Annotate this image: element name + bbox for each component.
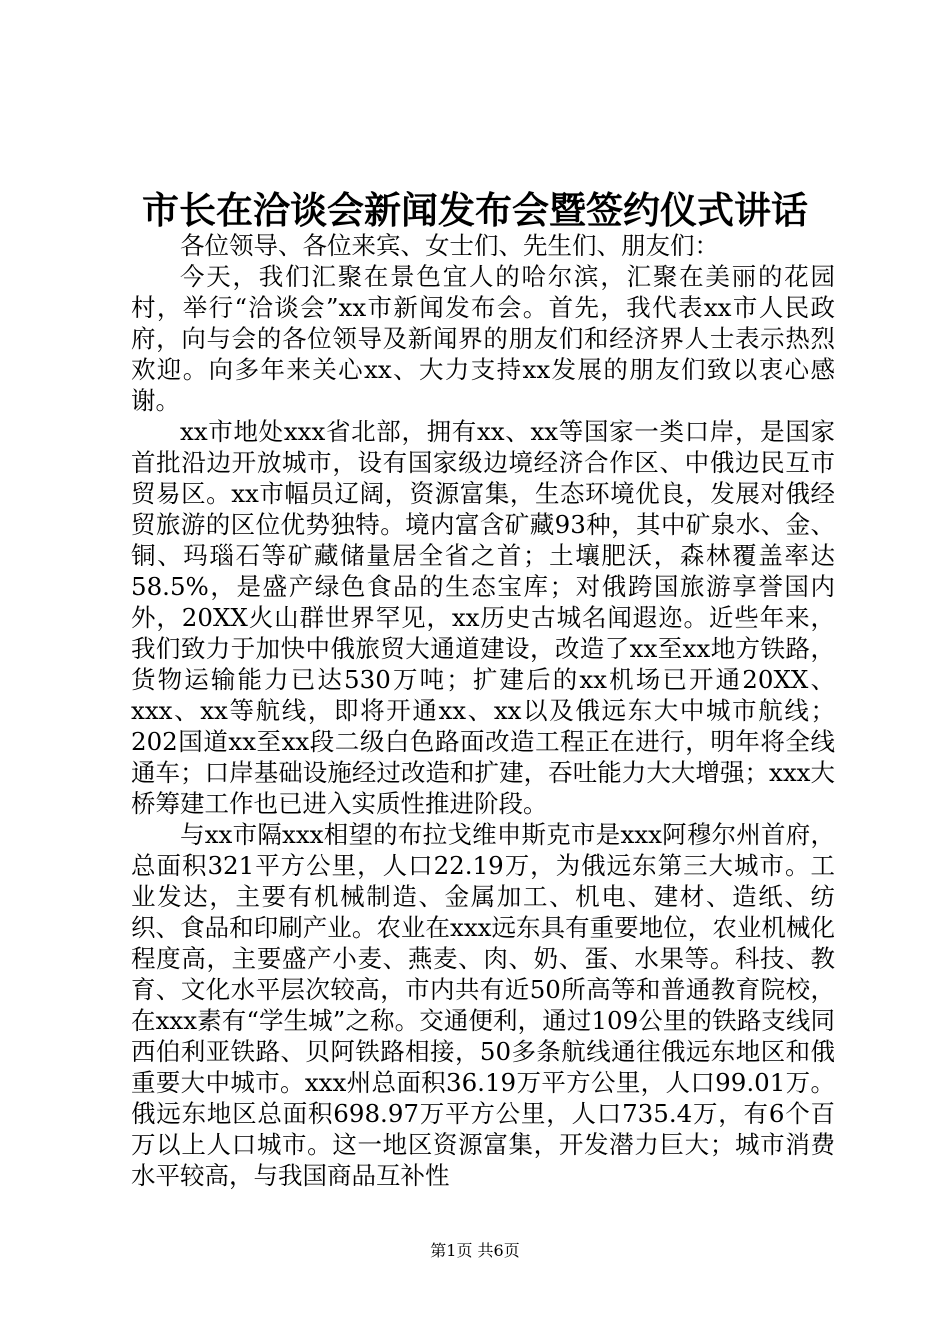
document-body (131, 230, 835, 1191)
page-number-footer: 第1页 共6页 (430, 1241, 520, 1260)
paragraph-city-overview: xx市地处xxx省北部，拥有xx、xx等国家一类口岸，是国家首批沿边开放城市，设有国家级边境经济合作区、中俄边民互市贸易区。xx市幅员辽阔，资源富集，生态环境优良，发展对俄经贸旅游的区位优势独特。境内富含矿藏93种，其中矿泉水、金、铜、玛瑙石等矿藏储量居全省之首；土壤肥沃，森林覆盖率达58.5%，是盛产绿色食品的生态宝库；对俄跨国旅游享誉国内外，20XX火山群世界罕见，xx历史古城名闻遐迩。近些年来，我们致力于加快中俄旅贸大通道建设，改造了xx至xx地方铁路，货物运输能力已达530万吨；扩建后的xx机场已开通20XX、xxx、xx等航线，即将开通xx、xx以及俄远东大中城市航线；202国道xx至xx段二级白色路面改造工程正在进行，明年将全线通车；口岸基础设施经过改造和扩建，吞吐能力大大增强；xxx大桥筹建工作也已进入实质性推进阶段。 (131, 417, 835, 818)
paragraph-salutation: 各位领导、各位来宾、女士们、先生们、朋友们： (180, 231, 719, 260)
paragraph-partner-city: 与xx市隔xxx相望的布拉戈维申斯克市是xxx阿穆尔州首府，总面积321平方公里，人口22.19万，为俄远东第三大城市。工业发达，主要有机械制造、金属加工、机电、建材、造纸、纺织、食品和印刷产业。农业在xxx远东具有重要地位，农业机械化程度高，主要盛产小麦、燕麦、肉、奶、蛋、水果等。科技、教育、文化水平层次较高，市内共有近50所高等和普通教育院校，在xxx素有“学生城”之称。交通便利，通过109公里的铁路支线同西伯利亚铁路、贝阿铁路相接，50多条航线通往俄远东地区和俄重要大中城市。xxx州总面积36.19万平方公里，人口99.01万。俄远东地区总面积698.97万平方公里，人口735.4万，有6个百万以上人口城市。这一地区资源富集，开发潜力巨大；城市消费水平较高，与我国商品互补性 (131, 820, 835, 1190)
paragraph-welcome: 今天，我们汇聚在景色宜人的哈尔滨，汇聚在美丽的花园村，举行“洽谈会”xx市新闻发布会。首先，我代表xx市人民政府，向与会的各位领导及新闻界的朋友们和经济界人士表示热烈欢迎。向多年来关心xx、大力支持xx发展的朋友们致以衷心感谢。 (131, 262, 835, 415)
document-title: 市长在洽谈会新闻发布会暨签约仪式讲话 (142, 188, 808, 232)
